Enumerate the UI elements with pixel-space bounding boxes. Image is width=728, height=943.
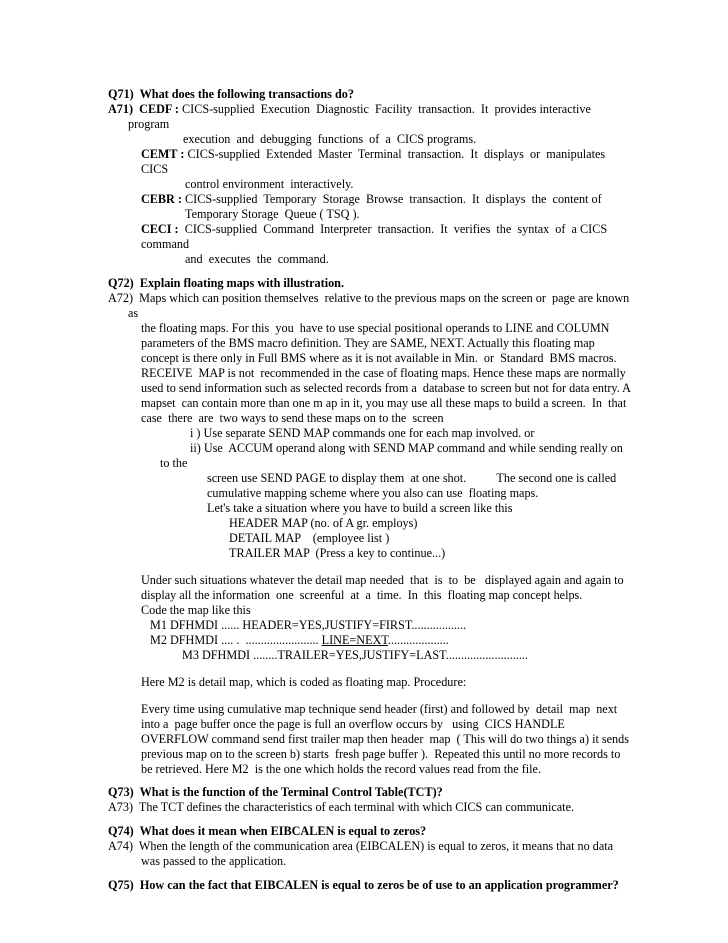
q74-answer-line: was passed to the application. xyxy=(141,854,287,868)
q72-answer-line: mapset can contain more than one m ap in it, you may use all these maps to build a screen. In that xyxy=(141,396,627,410)
q72-answer-line: used to send information such as selected records from a database to screen but not for data entry. A xyxy=(141,381,631,395)
q71-question: Q71) What does the following transactions do? xyxy=(108,87,354,101)
q72-answer-line: Let's take a situation where you have to build a screen like this xyxy=(207,501,513,515)
header-map-line: HEADER MAP (no. of A gr. employs) xyxy=(229,516,418,530)
q73-answer: A73) The TCT defines the characteristics of each terminal with which CICS can communicate. xyxy=(108,800,575,814)
cedf-label: A71) CEDF : xyxy=(108,102,179,116)
q74-question: Q74) What does it mean when EIBCALEN is equal to zeros? xyxy=(108,824,427,838)
q72-answer-line: Code the map like this xyxy=(141,603,251,617)
q75-question: Q75) How can the fact that EIBCALEN is equal to zeros be of use to an application programmer? xyxy=(108,878,619,892)
q72-answer-line: the floating maps. For this you have to use special positional operands to LINE and COLUMN xyxy=(141,321,610,335)
q72-answer-line: as xyxy=(128,306,139,320)
q73-question: Q73) What is the function of the Terminal Control Table(TCT)? xyxy=(108,785,443,799)
q72-answer-line: to the xyxy=(160,456,188,470)
cebr-line: Temporary Storage Queue ( TSQ ). xyxy=(185,207,360,221)
q72-answer-line: A72) Maps which can position themselves relative to the previous maps on the screen or page are known xyxy=(108,291,630,305)
q72-answer-line: Under such situations whatever the detail map needed that is to be displayed again and again to xyxy=(141,573,624,587)
cebr-line xyxy=(141,191,602,207)
cemt-line: control environment interactively. xyxy=(185,177,354,191)
ceci-line xyxy=(141,221,607,237)
cemt-line xyxy=(141,146,605,162)
code-m2-line-next: LINE=NEXT xyxy=(321,633,388,647)
q72-answer-line: ii) Use ACCUM operand along with SEND MAP command and while sending really on xyxy=(190,441,623,455)
cedf-text: CICS-supplied Execution Diagnostic Facility transaction. It provides interactive xyxy=(178,102,591,116)
cemt-line: CICS xyxy=(141,162,169,176)
cebr-label: CEBR : xyxy=(141,192,182,206)
q72-answer-line: screen use SEND PAGE to display them at one shot. The second one is called xyxy=(207,471,617,485)
code-line-m1: M1 DFHMDI ...... HEADER=YES,JUSTIFY=FIRST.................. xyxy=(150,618,467,632)
q71-answer-line: execution and debugging functions of a CICS programs. xyxy=(183,132,477,146)
q74-answer-line: A74) When the length of the communication area (EIBCALEN) is equal to zeros, it means that no data xyxy=(108,839,614,853)
cebr-text: CICS-supplied Temporary Storage Browse transaction. It displays the content of xyxy=(181,192,602,206)
q72-answer-line: RECEIVE MAP is not recommended in the case of floating maps. Hence these maps are normally xyxy=(141,366,626,380)
q72-answer-line: OVERFLOW command send first trailer map then header map ( This will do two things a) it sends xyxy=(141,732,629,746)
ceci-line: command xyxy=(141,237,190,251)
q72-answer-line: case there are two ways to send these maps on to the screen xyxy=(141,411,444,425)
trailer-map-line: TRAILER MAP (Press a key to continue...) xyxy=(229,546,446,560)
ceci-label: CECI : xyxy=(141,222,179,236)
ceci-text: CICS-supplied Command Interpreter transaction. It verifies the syntax of a CICS xyxy=(178,222,608,236)
q72-answer-line: parameters of the BMS macro definition. They are SAME, NEXT. Actually this floating map xyxy=(141,336,595,350)
q72-answer-line: Every time using cumulative map technique send header (first) and followed by detail map next xyxy=(141,702,618,716)
q72-question: Q72) Explain floating maps with illustration. xyxy=(108,276,344,290)
ceci-line: and executes the command. xyxy=(185,252,329,266)
code-line-m2 xyxy=(150,632,449,648)
cemt-label: CEMT : xyxy=(141,147,185,161)
code-m2-prefix: M2 DFHMDI .... . ........................ xyxy=(150,633,322,647)
q72-answer-line: be retrieved. Here M2 is the one which holds the record values read from the file. xyxy=(141,762,542,776)
q72-answer-line: concept is there only in Full BMS where as it is not available in Min. or Standard BMS macros. xyxy=(141,351,617,365)
q72-answer-line: i ) Use separate SEND MAP commands one for each map involved. or xyxy=(190,426,535,440)
q72-answer-line: previous map on to the screen b) starts fresh page buffer ). Repeated this until no more records to xyxy=(141,747,621,761)
code-m2-suffix: .................... xyxy=(387,633,449,647)
q71-answer-line xyxy=(108,101,591,117)
q72-answer-line: into a page buffer once the page is full an overflow occurs by using CICS HANDLE xyxy=(141,717,565,731)
code-line-m3: M3 DFHMDI ........TRAILER=YES,JUSTIFY=LAST........................... xyxy=(182,648,528,662)
q72-answer-line: Here M2 is detail map, which is coded as floating map. Procedure: xyxy=(141,675,467,689)
q72-answer-line: display all the information one screenful at a time. In this floating map concept helps. xyxy=(141,588,583,602)
q72-answer-line: cumulative mapping scheme where you also can use floating maps. xyxy=(207,486,539,500)
q71-answer-line: program xyxy=(128,117,170,131)
cemt-text: CICS-supplied Extended Master Terminal transaction. It displays or manipulates xyxy=(184,147,606,161)
detail-map-line: DETAIL MAP (employee list ) xyxy=(229,531,390,545)
